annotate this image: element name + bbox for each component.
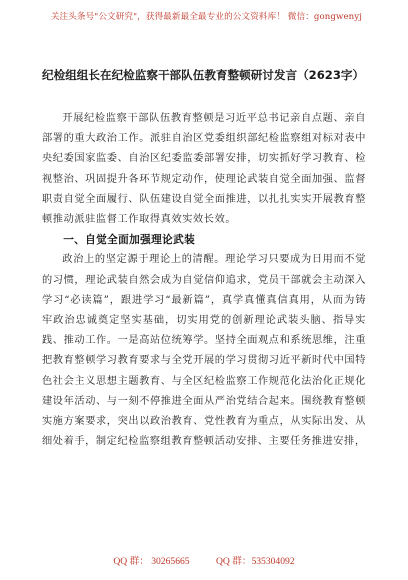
paragraph-theory: 政治上的坚定源于理论上的清醒。理论学习只要成为日用而不觉的习惯，理论武装自然会成为自觉信仰追求，党员干部就会主动深入学习“必读篇”，跟进学习“最新篇”，真学真懂真信真用，从而为铸牢政治忠诚奠定坚实基础，切实用党的创新理论武装头脑、指导实践、推动工作。一是高站位统筹学。坚持全面观点和系统思维，注重把教育整顿学习教育要求与全党开展的学习贯彻习近平新时代中国特色社会主义思想主题教育、与全区纪检监察工作规范化法治化正规化建设年活动、与一刻不停推进全面从严治党结合起来。围绕教育整顿实施方案要求，突出以政治教育、党性教育为重点，从实际出发、从细处着手，制定纪检监察组教育整顿活动安排、主要任务推进安排， — [42, 254, 366, 448]
section-heading-1: 一、自觉全面加强理论武装 — [63, 234, 196, 247]
paragraph-intro: 开展纪检监察干部队伍教育整顿是习近平总书记亲自点题、亲自部署的重大政治工作。派驻自治区党委组织部纪检监察组对标对表中央纪委国家监委、自治区纪委监委部署安排，切实抓好学习教育、检视整治、巩固提升各环节规定动作，使理论武装自觉全面加强、监督职责自觉全面履行、队伍建设自觉全面推进，以扎扎实实开展教育整顿推动派驻监督工作取得真效实效长效。 — [42, 113, 366, 226]
footer-qq-group-1[interactable]: QQ 群： 30265665 — [113, 556, 190, 567]
document-title: 纪检组组长在纪检监察干部队伍教育整顿研讨发言（2623字） — [42, 68, 365, 82]
footer-contacts — [0, 553, 408, 567]
footer-qq-group-2[interactable]: QQ 群：535304092 — [216, 556, 295, 567]
promo-banner[interactable]: 关注头条号"公文研究"，获得最新最全最专业的公文资料库！ 微信：gongwenyj — [50, 12, 362, 22]
document-body — [42, 109, 366, 452]
